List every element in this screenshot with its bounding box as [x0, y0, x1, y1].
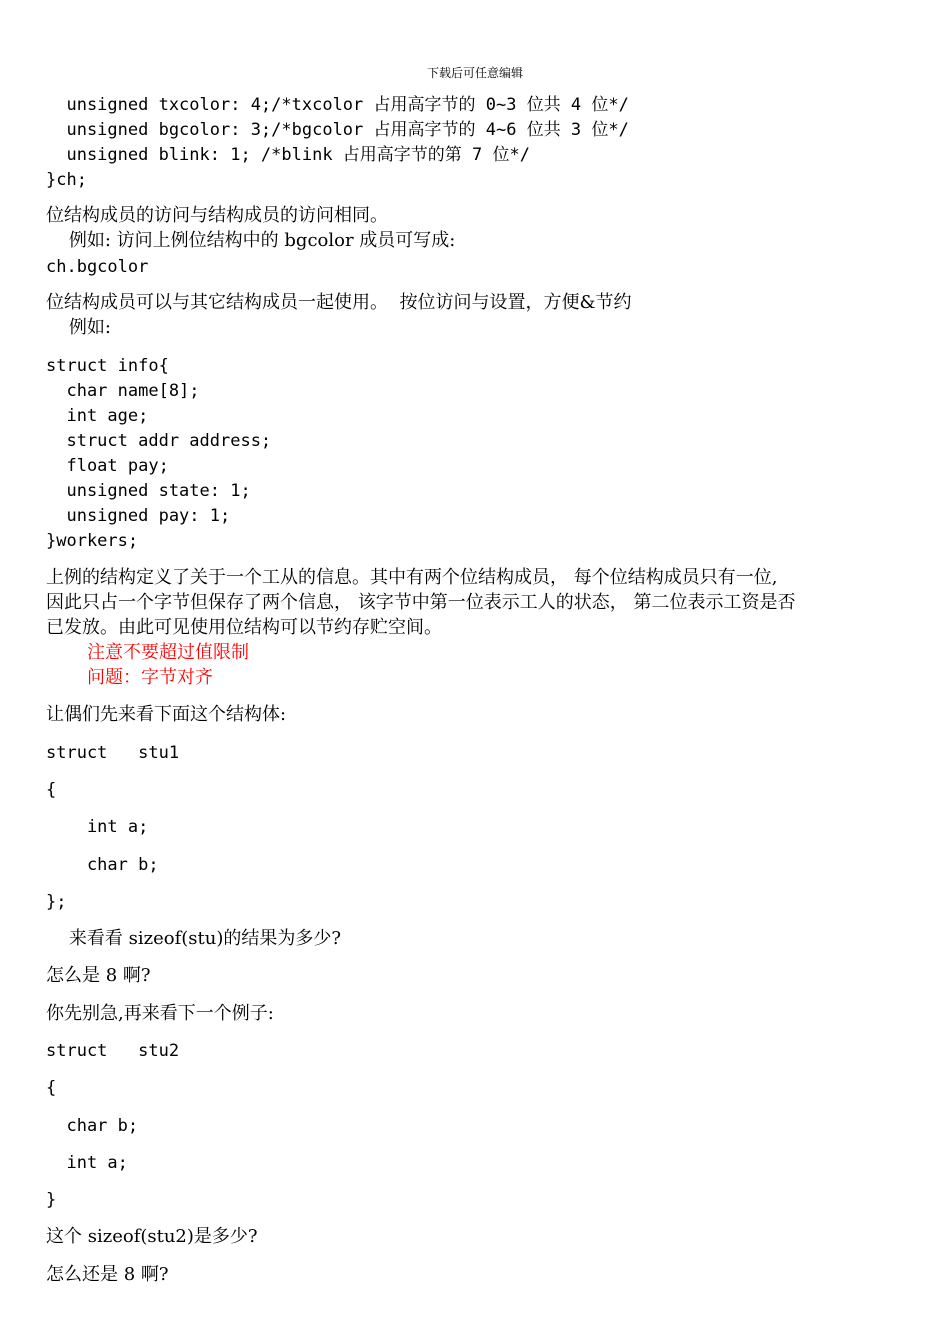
code-line: unsigned txcolor: 4;/*txcolor 占用高字节的 0~3 位共 4 位*/ — [46, 95, 629, 115]
paragraph-text: 这个 sizeof(stu2)是多少? — [46, 1226, 258, 1247]
paragraph-text: 你先别急,再来看下一个例子: — [46, 1003, 274, 1024]
code-line: }ch; — [46, 170, 87, 190]
page-header-note: 下载后可任意编辑 — [426, 66, 523, 80]
code-line: char name[8]; — [46, 381, 200, 401]
code-line: unsigned blink: 1; /*blink 占用高字节的第 7 位*/ — [46, 145, 530, 165]
code-line: unsigned bgcolor: 3;/*bgcolor 占用高字节的 4~6 位共 3 位*/ — [46, 120, 629, 140]
paragraph-text: 怎么是 8 啊? — [46, 965, 151, 986]
paragraph-text: 例如: — [46, 317, 111, 338]
paragraph-text: 让偶们先来看下面这个结构体: — [46, 704, 287, 725]
code-line: ch.bgcolor — [46, 257, 149, 277]
paragraph-text: 来看看 sizeof(stu)的结果为多少? — [46, 928, 341, 949]
code-line: int age; — [46, 406, 149, 426]
code-line: struct info{ — [46, 356, 169, 376]
warning-note: 注意不要超过值限制 — [87, 642, 249, 663]
code-line: }; — [46, 892, 67, 912]
section-heading: 问题：字节对齐 — [87, 667, 213, 688]
code-line: unsigned state: 1; — [46, 481, 251, 501]
code-line: int a; — [46, 1153, 128, 1173]
paragraph-text: 怎么还是 8 啊? — [46, 1264, 169, 1285]
code-line: } — [46, 1190, 57, 1210]
code-line: float pay; — [46, 456, 169, 476]
paragraph-text: 因此只占一个字节但保存了两个信息， 该字节中第一位表示工人的状态， 第二位表示工资是否 — [46, 592, 796, 613]
paragraph-text: 例如: 访问上例位结构中的 bgcolor 成员可写成: — [46, 230, 456, 251]
paragraph-text: 位结构成员的访问与结构成员的访问相同。 — [46, 205, 388, 226]
code-line: char b; — [46, 1116, 139, 1136]
code-line: { — [46, 780, 57, 800]
paragraph-text: 位结构成员可以与其它结构成员一起使用。 按位访问与设置，方便&节约 — [46, 292, 632, 313]
paragraph-text: 已发放。由此可见使用位结构可以节约存贮空间。 — [46, 617, 442, 638]
code-line: int a; — [46, 817, 149, 837]
code-line: unsigned pay: 1; — [46, 506, 231, 526]
code-line: char b; — [46, 855, 159, 875]
code-line: struct stu2 — [46, 1041, 180, 1061]
paragraph-text: 上例的结构定义了关于一个工从的信息。其中有两个位结构成员， 每个位结构成员只有一位, — [46, 567, 778, 588]
code-line: struct stu1 — [46, 743, 180, 763]
code-line: }workers; — [46, 531, 139, 551]
code-line: struct addr address; — [46, 431, 272, 451]
code-line: { — [46, 1078, 57, 1098]
